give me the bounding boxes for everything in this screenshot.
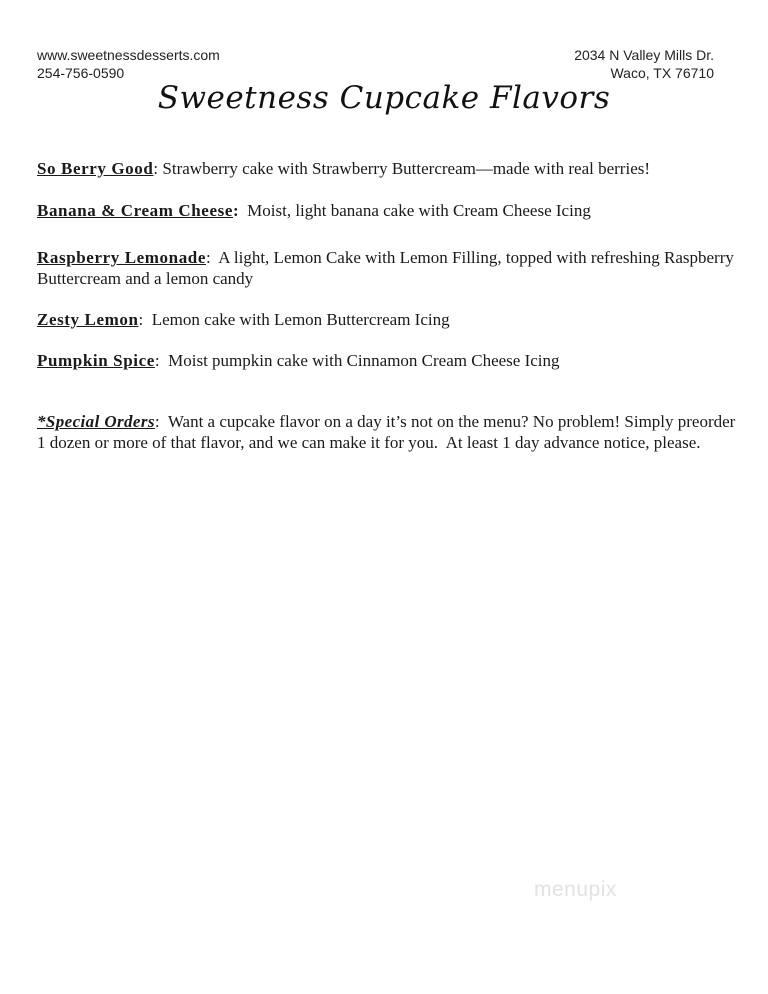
- flavor-name: Pumpkin Spice: [37, 351, 155, 370]
- flavor-item: [37, 350, 737, 371]
- city-address: Waco, TX 76710: [610, 65, 714, 81]
- phone-text: 254-756-0590: [37, 65, 125, 81]
- special-orders-separator: :: [154, 412, 160, 431]
- flavor-item: [37, 309, 737, 330]
- flavor-item: [37, 200, 737, 221]
- flavor-name: Zesty Lemon: [37, 310, 139, 329]
- flavor-description: Strawberry cake with Strawberry Buttercream—made with real berries!: [158, 159, 651, 178]
- flavor-separator: :: [232, 201, 239, 220]
- contact-right: [574, 46, 714, 82]
- flavor-description: Lemon cake with Lemon Buttercream Icing: [143, 310, 450, 329]
- website-text: www.sweetnessdesserts.com: [37, 47, 220, 63]
- flavor-description: Moist, light banana cake with Cream Cheese Icing: [238, 201, 591, 220]
- special-orders-note: [37, 411, 740, 453]
- contact-left: [37, 46, 220, 82]
- page-title: Sweetness Cupcake Flavors: [157, 80, 611, 116]
- flavor-item: [37, 247, 737, 289]
- flavor-separator: :: [206, 248, 211, 267]
- flavor-separator: :: [154, 351, 160, 370]
- flavor-description: Moist pumpkin cake with Cinnamon Cream Cheese Icing: [159, 351, 560, 370]
- flavor-separator: :: [153, 159, 159, 178]
- special-orders-text: Want a cupcake flavor on a day it’s not on the menu? No problem! Simply preorder 1 dozen or more of that flavor, and we can make it for you. At least 1 day advance notice, please.: [37, 412, 740, 452]
- flavor-name: So Berry Good: [37, 159, 154, 178]
- flavor-name: Banana & Cream Cheese: [37, 201, 233, 220]
- street-address: 2034 N Valley Mills Dr.: [574, 47, 714, 63]
- flavor-description: A light, Lemon Cake with Lemon Filling, topped with refreshing Raspberry Buttercream and a lemon candy: [37, 248, 739, 288]
- flavor-name: Raspberry Lemonade: [37, 248, 206, 267]
- flavor-item: [37, 158, 737, 179]
- menupix-watermark: menupix: [534, 878, 617, 901]
- flavor-separator: :: [138, 310, 144, 329]
- special-orders-label: *Special Orders: [37, 412, 155, 431]
- flavor-list: [37, 158, 740, 453]
